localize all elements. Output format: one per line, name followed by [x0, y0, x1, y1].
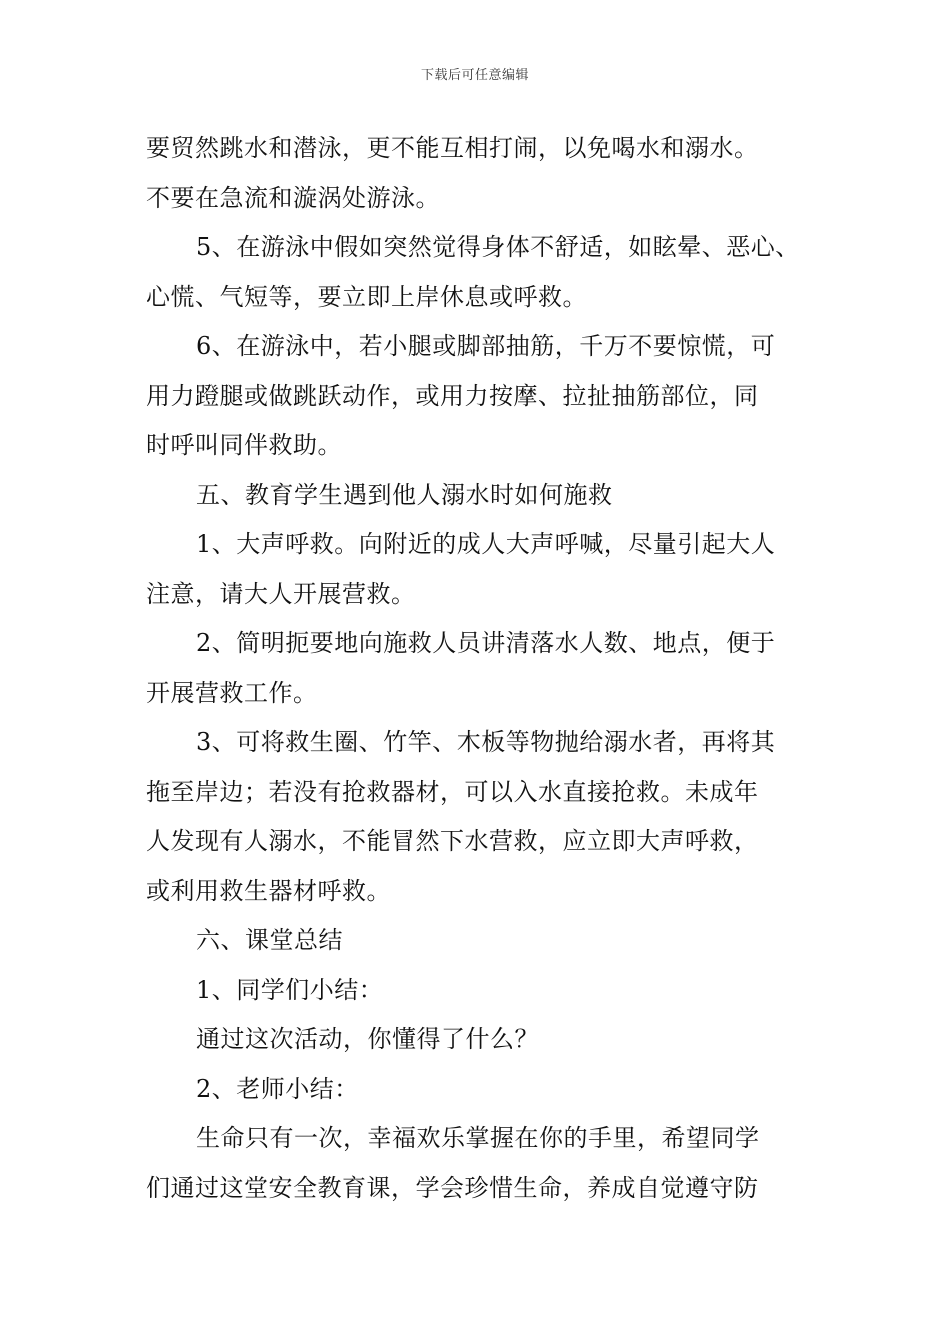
text-line: 五、教育学生遇到他人溺水时如何施救 [196, 480, 613, 509]
document-body [146, 124, 836, 1213]
text-line: 2、简明扼要地向施救人员讲清落水人数、地点，便于 [196, 629, 776, 657]
text-line: 6、在游泳中，若小腿或脚部抽筋，千万不要惊慌，可 [196, 332, 776, 360]
text-line: 时呼叫同伴救助。 [146, 431, 342, 459]
text-line: 拖至岸边；若没有抢救器材，可以入水直接抢救。未成年 [146, 777, 759, 806]
text-line: 用力蹬腿或做跳跃动作，或用力按摩、拉扯抽筋部位，同 [146, 381, 759, 410]
page-header: 下载后可任意编辑 [420, 68, 529, 83]
text-line: 们通过这堂安全教育课，学会珍惜生命，养成自觉遵守防 [146, 1173, 759, 1202]
text-line: 2、老师小结： [196, 1074, 359, 1103]
text-line: 要贸然跳水和潜泳，更不能互相打闹，以免喝水和溺水。 [146, 134, 759, 162]
text-line: 注意，请大人开展营救。 [146, 579, 416, 608]
text-line: 1、同学们小结： [196, 975, 384, 1004]
text-line: 六、课堂总结 [196, 926, 343, 954]
text-line: 人发现有人溺水，不能冒然下水营救，应立即大声呼救， [146, 827, 759, 855]
text-line: 心慌、气短等，要立即上岸休息或呼救。 [146, 282, 587, 311]
text-line: 开展营救工作。 [146, 678, 318, 707]
text-line: 1、大声呼救。向附近的成人大声呼喊，尽量引起大人 [196, 530, 776, 558]
text-line: 不要在急流和漩涡处游泳。 [146, 183, 440, 212]
text-line: 5、在游泳中假如突然觉得身体不舒适，如眩晕、恶心、 [196, 233, 800, 261]
text-line: 或利用救生器材呼救。 [146, 876, 391, 905]
text-line: 生命只有一次，幸福欢乐掌握在你的手里，希望同学 [196, 1124, 760, 1152]
text-line: 通过这次活动，你懂得了什么？ [196, 1025, 539, 1053]
text-line: 3、可将救生圈、竹竿、木板等物抛给溺水者，再将其 [196, 728, 776, 756]
